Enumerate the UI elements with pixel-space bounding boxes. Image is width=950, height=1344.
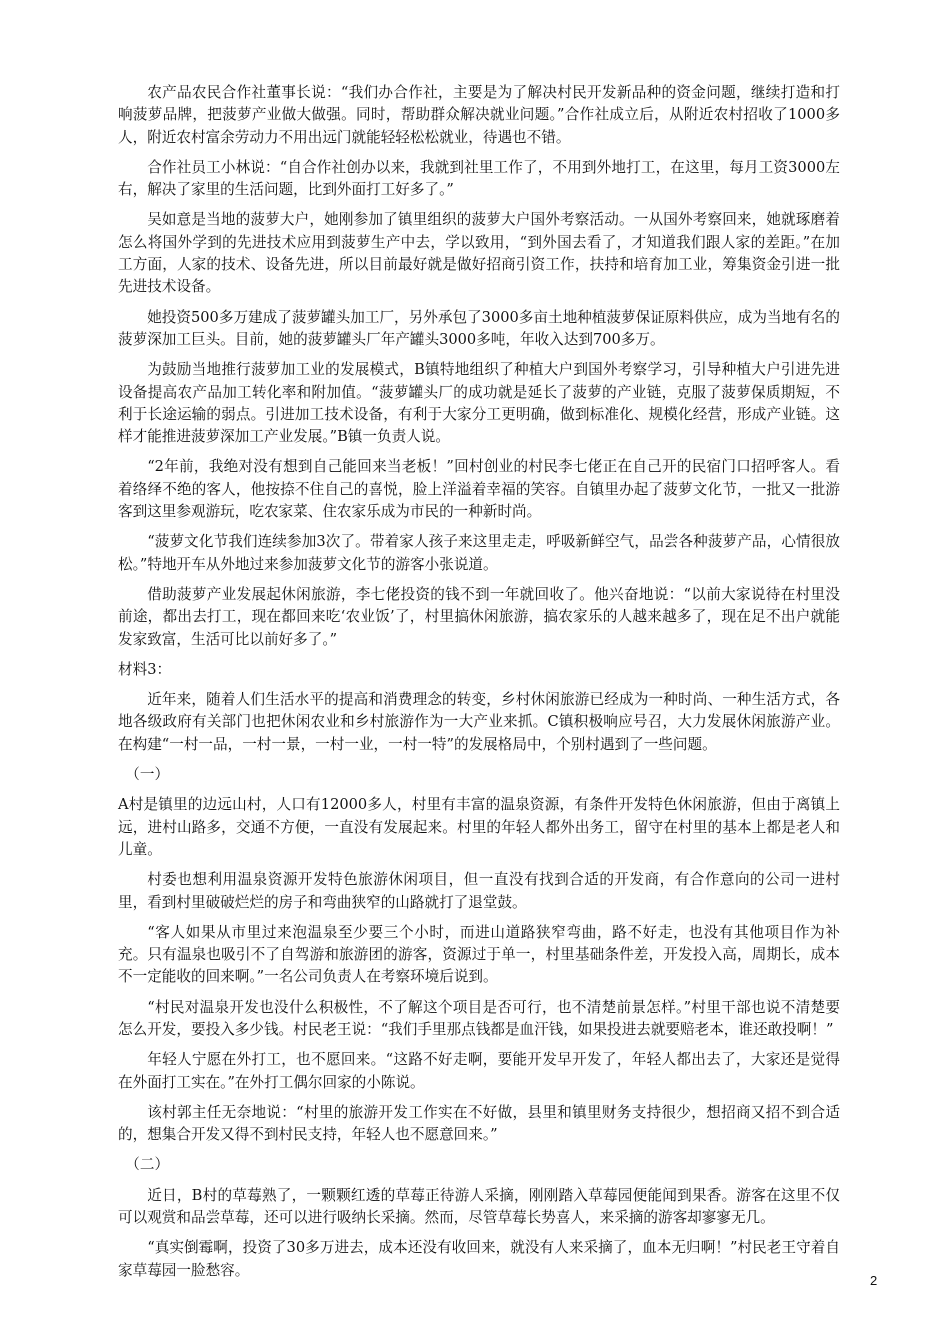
paragraph-cooperative-chairman: 农产品农民合作社董事长说：“我们办合作社，主要是为了解决村民开发新品种的资金问题，继续打造和打响菠萝品牌，把菠萝产业做大做强。同时，帮助群众解决就业问题。”合作社成立后，从附近农村招收了1000多人，附近农村富余劳动力不用出远门就能轻轻松松就业，待遇也不错。 (118, 84, 840, 146)
paragraph-villager-lao-wang: “村民对温泉开发也没什么积极性，不了解这个项目是否可行，也不清楚前景怎样。”村里干部也说不清楚要怎么开发，要投入多少钱。村民老王说：“我们手里那点钱都是血汗钱，如果投进去就要赔老本，谁还敢投啊！” (118, 998, 840, 1038)
document-body (118, 82, 840, 1290)
subsection-heading-2: （二） (125, 1156, 170, 1174)
paragraph-company-representative: “客人如果从市里过来泡温泉至少要三个小时，而进山道路狭窄弯曲，路不好走，也没有其他项目作为补充。只有温泉也吸引不了自驾游和旅游团的游客，资源过于单一，村里基础条件差，开发投入高，周期长，成本不一定能收的回来啊。”一名公司负责人在考察环境后说到。 (118, 923, 840, 986)
paragraph-a-village: A村是镇里的边远山村，人口有12000多人，村里有丰富的温泉资源，有条件开发特色休闲旅游，但由于离镇上远，进村山路多，交通不方便，一直没有发展起来。村里的年轻人都外出务工，留守在村里的基本上都是老人和儿童。 (118, 796, 840, 858)
paragraph-tourist-xiaozhang: “菠萝文化节我们连续参加3次了。带着家人孩子来这里走走，呼吸新鲜空气，品尝各种菠萝产品，心情很放松。”特地开车从外地过来参加菠萝文化节的游客小张说道。 (118, 533, 840, 573)
paragraph-wu-ruyi: 吴如意是当地的菠萝大户，她刚参加了镇里组织的菠萝大户国外考察活动。一从国外考察回来，她就琢磨着怎么将国外学到的先进技术应用到菠萝生产中去，学以致用，“到外国去看了，才知道我们跟人家的差距。”在加工方面，人家的技术、设备先进，所以目前最好就是做好招商引资工作，扶持和培育加工业，筹集资金引进一批先进技术设备。 (118, 211, 840, 296)
paragraph-director-guo: 该村郭主任无奈地说：“村里的旅游开发工作实在不好做，县里和镇里财务支持很少，想招商又招不到合适的，想集合开发又得不到村民支持，年轻人也不愿意回来。” (118, 1103, 840, 1144)
paragraph-village-committee: 村委也想利用温泉资源开发特色旅游休闲项目，但一直没有找到合适的开发商，有合作意向的公司一进村里，看到村里破破烂烂的房子和弯曲狭窄的山路就打了退堂鼓。 (118, 871, 840, 911)
paragraph-employee-xiaolin: 合作社员工小林说：“自合作社创办以来，我就到社里工作了，不用到外地打工，在这里，每月工资3000左右，解决了家里的生活问题，比到外面打工好多了。” (118, 158, 840, 199)
paragraph-li-qilao: “2年前，我绝对没有想到自己能回来当老板！”回村创业的村民李七佬正在自己开的民宿门口招呼客人。看着络绎不绝的客人，他按捺不住自己的喜悦，脸上洋溢着幸福的笑容。自镇里办起了菠萝文化节，一批又一批游客到这里参观游玩，吃农家菜、住农家乐成为市民的一种新时尚。 (118, 458, 840, 521)
paragraph-b-town-encouragement: 为鼓励当地推行菠萝加工业的发展模式，B镇特地组织了种植大户到国外考察学习，引导种植大户引进先进设备提高农产品加工转化率和附加值。“菠萝罐头厂的成功就是延长了菠萝的产业链，克服了菠萝保质期短，不利于长途运输的弱点。引进加工技术设备，有利于大家分工更明确，做到标准化、规模化经营，形成产业链。这样才能推进菠萝深加工产业发展。”B镇一负责人说。 (118, 361, 840, 446)
paragraph-young-people: 年轻人宁愿在外打工，也不愿回来。“这路不好走啊，要能开发早开发了，年轻人都出去了，大家还是觉得在外面打工实在。”在外打工偶尔回家的小陈说。 (118, 1051, 840, 1091)
subsection-heading-1: （一） (125, 766, 170, 784)
page-number: 2 (870, 1273, 878, 1288)
paragraph-strawberry-farm: 近日，B村的草莓熟了，一颗颗红透的草莓正待游人采摘，刚刚踏入草莓园便能闻到果香。游客在这里不仅可以观赏和品尝草莓，还可以进行吸纳长采摘。然而，尽管草莓长势喜人，来采摘的游客却寥寥无几。 (118, 1186, 840, 1227)
paragraph-cannery-investment: 她投资500多万建成了菠萝罐头加工厂，另外承包了3000多亩土地种植菠萝保证原料供应，成为当地有名的菠萝深加工巨头。目前，她的菠萝罐头厂年产罐头3000多吨，年收入达到700多万。 (118, 308, 840, 348)
paragraph-c-town-intro: 近年来，随着人们生活水平的提高和消费理念的转变，乡村休闲旅游已经成为一种时尚、一种生活方式，各地各级政府有关部门也把休闲农业和乡村旅游作为一大产业来抓。C镇积极响应号召，大力发展休闲旅游产业。在构建“一村一品，一村一景，一村一业，一村一特”的发展格局中，个别村遇到了一些问题。 (118, 691, 840, 753)
paragraph-leisure-tourism: 借助菠萝产业发展起休闲旅游，李七佬投资的钱不到一年就回收了。他兴奋地说：“以前大家说待在村里没前途，都出去打工，现在都回来吃‘农业饭’了，村里搞休闲旅游，搞农家乐的人越来越多了，现在足不出户就能发家致富，生活可比以前好多了。” (118, 585, 840, 648)
paragraph-strawberry-loss: “真实倒霉啊，投资了30多万进去，成本还没有收回来，就没有人来采摘了，血本无归啊！”村民老王守着自家草莓园一脸愁容。 (118, 1239, 840, 1279)
section-label-material-3: 材料3： (118, 660, 172, 678)
